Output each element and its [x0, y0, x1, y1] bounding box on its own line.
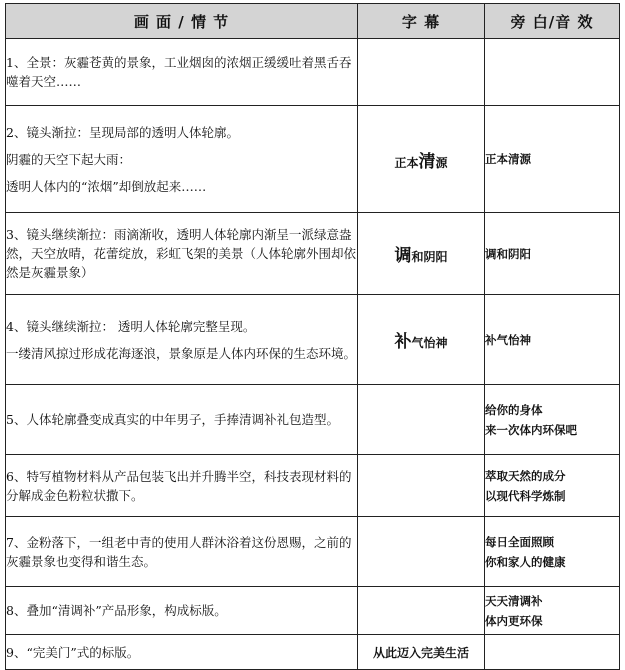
scene-cell	[6, 385, 358, 455]
scene-text: 9、“完美门”式的标版。	[6, 644, 140, 660]
subtitle-text: 从此迈入完美生活	[372, 645, 469, 660]
voiceover-line: 来一次体内环保吧	[485, 422, 577, 437]
scene-text: 7、金粉落下，一组老中青的使用人群沐浴着这份恩赐，之前的灰霾景象也变得和谐生态。	[6, 534, 352, 569]
table-row	[6, 587, 620, 635]
voiceover-cell	[485, 106, 620, 213]
voiceover-line: 每日全面照顾	[485, 534, 554, 549]
subtitle-large-char: 清	[418, 151, 436, 172]
subtitle-cell	[358, 635, 485, 670]
voiceover-cell	[485, 635, 620, 670]
voiceover-cell	[485, 295, 620, 385]
subtitle-large-char: 调	[394, 246, 412, 266]
voiceover-cell	[485, 587, 620, 635]
scene-text: 6、特写植物材料从产品包装飞出并升腾半空，科技表现材料的分解成金色粉粒状撒下。	[6, 468, 352, 503]
scene-cell	[6, 587, 358, 635]
scene-cell	[6, 295, 358, 385]
subtitle-cell	[358, 295, 485, 385]
header-row	[6, 4, 620, 39]
voiceover-line: 你和家人的健康	[485, 554, 566, 569]
voiceover-line: 正本清源	[485, 152, 531, 166]
table-row	[6, 517, 620, 587]
table-row	[6, 39, 620, 106]
subtitle-text: 气怡神	[411, 336, 448, 350]
subtitle-text: 源	[435, 155, 448, 170]
scene-text: 4、镜头继续渐拉： 透明人体轮廓完整呈现。	[6, 318, 256, 334]
subtitle-cell	[358, 213, 485, 295]
voiceover-cell	[485, 213, 620, 295]
table-row	[6, 213, 620, 295]
subtitle-prefix: 正本	[394, 155, 419, 170]
voiceover-line: 体内更环保	[485, 613, 543, 628]
voiceover-line: 补气怡神	[485, 332, 531, 347]
header-subtitle: 字 幕	[358, 4, 485, 39]
subtitle-cell	[358, 455, 485, 517]
scene-text: 阴霾的天空下起大雨：	[6, 151, 132, 167]
table-row	[6, 635, 620, 670]
voiceover-line: 天天清调补	[485, 593, 543, 608]
table-row	[6, 106, 620, 213]
scene-text: 一缕清风掠过形成花海逐浪，景象原是人体内环保的生态环境。	[6, 345, 357, 361]
subtitle-cell	[358, 39, 485, 106]
table-row	[6, 295, 620, 385]
scene-cell	[6, 635, 358, 670]
voiceover-cell	[485, 517, 620, 587]
voiceover-line: 调和阴阳	[485, 246, 531, 261]
voiceover-line: 萃取天然的成分	[485, 468, 566, 483]
storyboard-table	[5, 3, 620, 670]
voiceover-line: 给你的身体	[485, 402, 543, 417]
header-scene: 画 面 / 情 节	[6, 4, 358, 39]
scene-text: 1、全景：灰霾苍黄的景象，工业烟囱的浓烟正缓缓吐着黑舌吞噬着天空……	[6, 55, 352, 89]
voiceover-line: 以现代科学炼制	[485, 488, 566, 503]
table-row	[6, 455, 620, 517]
scene-text: 2、镜头渐拉：呈现局部的透明人体轮廓。	[6, 124, 239, 140]
subtitle-cell	[358, 385, 485, 455]
scene-cell	[6, 455, 358, 517]
subtitle-cell	[358, 517, 485, 587]
subtitle-text: 和阴阳	[411, 250, 448, 264]
scene-text: 5、人体轮廓叠变成真实的中年男子，手捧清调补礼包造型。	[6, 412, 339, 427]
voiceover-cell	[485, 455, 620, 517]
scene-cell	[6, 39, 358, 106]
table-row	[6, 385, 620, 455]
subtitle-large-char: 补	[394, 332, 412, 352]
voiceover-cell	[485, 385, 620, 455]
scene-cell	[6, 517, 358, 587]
subtitle-cell	[358, 587, 485, 635]
header-voiceover: 旁 白/音 效	[485, 4, 620, 39]
scene-cell	[6, 213, 358, 295]
scene-text: 8、叠加“清调补”产品形象，构成标版。	[6, 603, 227, 618]
subtitle-cell	[358, 106, 485, 213]
scene-cell	[6, 106, 358, 213]
scene-text: 3、镜头继续渐拉：雨滴渐收，透明人体轮廓内渐呈一派绿意盎然，天空放晴，花蕾绽放，彩虹飞架的美景（人体轮廓外围却依然是灰霾景象）	[6, 227, 357, 280]
scene-text: 透明人体内的“浓烟”却倒放起来……	[6, 178, 207, 194]
voiceover-cell	[485, 39, 620, 106]
